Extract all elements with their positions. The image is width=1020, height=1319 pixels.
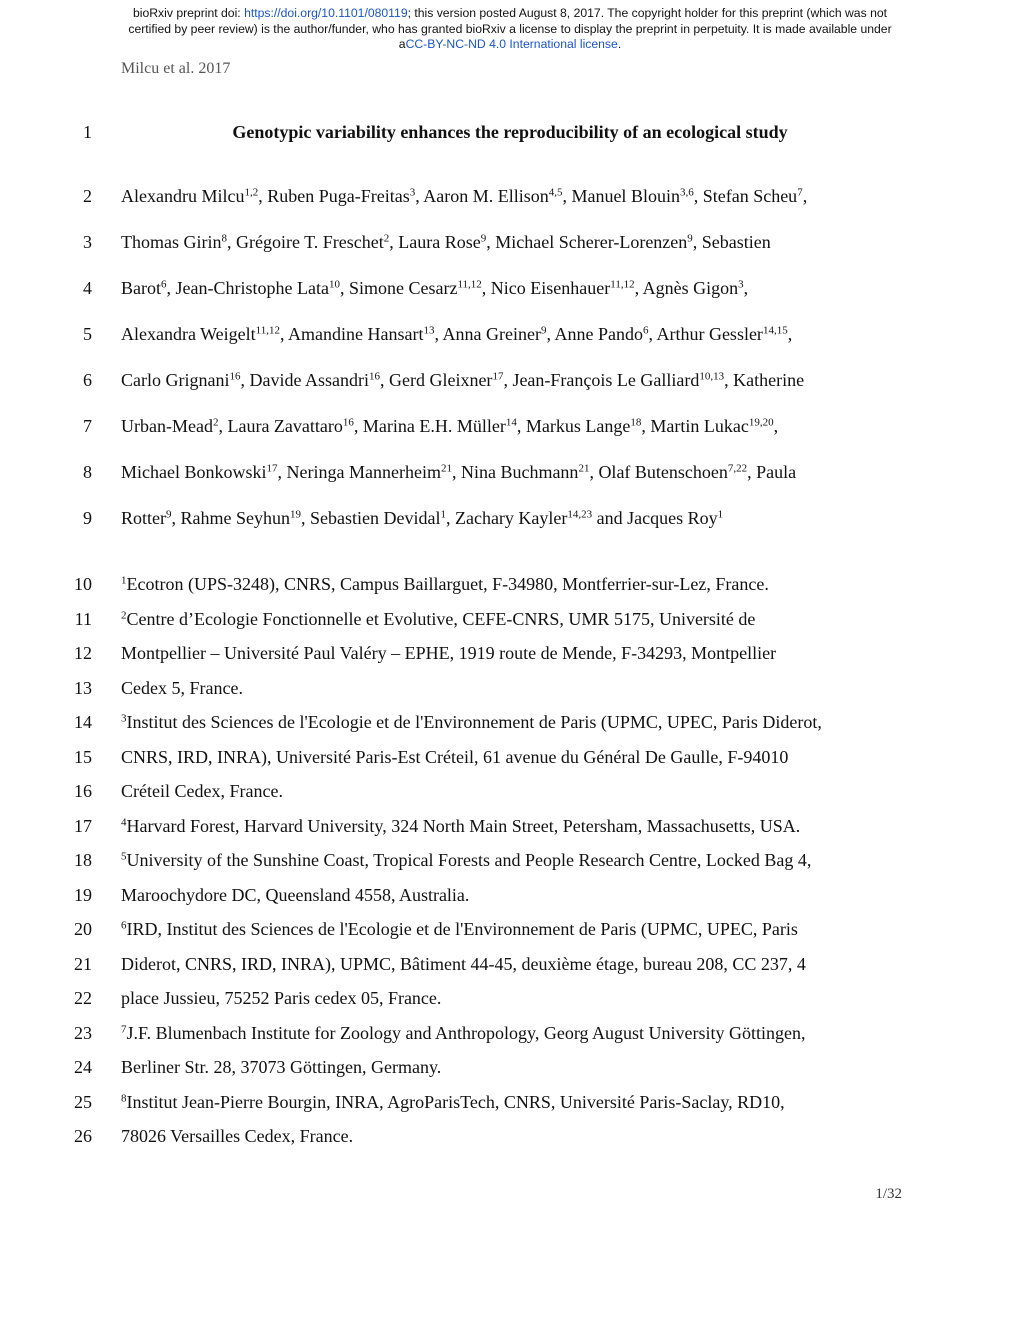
affiliation-body: Montpellier – Université Paul Valéry – EPHE, 1919 route de Mende, F-34293, Montpellier	[121, 643, 777, 663]
author-name: , Ruben Puga-Freitas	[258, 186, 410, 206]
line-number: 19	[74, 884, 92, 905]
affiliation-text	[121, 678, 243, 699]
affiliation-superscript: 1	[121, 574, 127, 587]
affiliation-body: IRD, Institut des Sciences de l'Ecologie et de l'Environnement de Paris (UPMC, UPEC, Paris	[126, 919, 798, 939]
affiliation-text	[121, 816, 800, 837]
affiliation-superscript: 3	[409, 186, 416, 199]
affiliation-superscript: 19,20	[748, 416, 774, 429]
affiliation-text	[121, 781, 283, 802]
author-name: Alexandru Milcu	[121, 186, 245, 206]
banner-text: ; this version posted August 8, 2017. The copyright holder for this preprint (which was not	[407, 6, 888, 20]
affiliation-superscript: 11,12	[255, 324, 281, 337]
author-name: , Nico Eisenhauer	[481, 278, 611, 298]
affiliation-superscript: 9	[540, 324, 547, 337]
author-name: , Simone Cesarz	[339, 278, 458, 298]
affiliation-superscript: 9	[687, 232, 693, 245]
affiliation-superscript: 4	[121, 815, 127, 828]
author-name: Barot	[121, 278, 161, 298]
affiliation-text	[121, 988, 441, 1009]
author-name: Carlo Grignani	[121, 370, 230, 390]
author-name: , Stefan Scheu	[693, 186, 798, 206]
affiliation-superscript: 16	[229, 370, 241, 383]
line-number: 26	[74, 1126, 92, 1146]
author-name: Alexandra Weigelt	[121, 324, 256, 344]
affiliation-superscript: 1	[717, 508, 724, 521]
author-name: , Sebastien	[692, 232, 771, 252]
affiliation-body: 78026 Versailles Cedex, France.	[121, 1126, 354, 1146]
affiliation-superscript: 9	[166, 508, 172, 521]
affiliation-superscript: 19	[290, 508, 301, 521]
author-name: ,	[787, 324, 793, 344]
author-name: and Jacques Roy	[592, 508, 718, 528]
affiliation-superscript: 14	[505, 416, 517, 429]
affiliation-superscript: 3	[121, 712, 127, 725]
affiliation-text	[121, 1057, 441, 1078]
line-number: 14	[74, 712, 92, 732]
banner-text: .	[617, 37, 622, 51]
author-name: , Sebastien Devidal	[301, 508, 441, 528]
running-head: Milcu et al. 2017	[121, 60, 231, 77]
affiliation-body: CNRS, IRD, INRA), Université Paris-Est Créteil, 61 avenue du Général De Gaulle, F-94010	[121, 746, 789, 767]
page-number: 1/32	[875, 1186, 902, 1202]
affiliation-superscript: 18	[630, 416, 642, 429]
author-name: , Laura Rose	[389, 232, 481, 252]
author-name: , Amandine Hansart	[280, 324, 424, 344]
affiliation-body: Berliner Str. 28, 37073 Göttingen, Germany.	[121, 1057, 442, 1077]
author-text	[121, 508, 723, 529]
affiliation-text	[121, 885, 469, 906]
affiliation-superscript: 10	[328, 278, 340, 291]
affiliation-superscript: 17	[266, 462, 278, 475]
affiliation-text	[121, 919, 798, 940]
license-link[interactable]: CC-BY-NC-ND 4.0 International license	[405, 37, 618, 51]
affiliation-superscript: 2	[121, 608, 127, 621]
affiliation-superscript: 14,23	[567, 508, 593, 521]
affiliation-superscript: 6	[642, 324, 649, 337]
affiliation-superscript: 14,15	[762, 324, 788, 337]
banner-line-2: certified by peer review) is the author/funder, who has granted bioRxiv a license to display the preprint in perpetuity. It is made available under	[128, 21, 892, 36]
author-name: Thomas Girin	[121, 232, 222, 252]
affiliation-superscript: 8	[121, 1091, 127, 1104]
affiliation-text	[121, 712, 822, 733]
line-number: 1	[83, 122, 92, 142]
author-name: , Jean-François Le Galliard	[503, 370, 700, 390]
affiliation-superscript: 8	[221, 232, 227, 245]
affiliation-text	[121, 643, 776, 664]
affiliation-superscript: 16	[368, 370, 380, 383]
affiliation-superscript: 16	[342, 416, 354, 429]
line-number: 6	[83, 370, 92, 390]
affiliation-body: Harvard Forest, Harvard University, 324 North Main Street, Petersham, Massachusetts, USA.	[126, 815, 801, 836]
affiliation-body: place Jussieu, 75252 Paris cedex 05, France.	[121, 988, 442, 1008]
affiliation-superscript: 1,2	[244, 186, 259, 199]
affiliation-body: Institut Jean-Pierre Bourgin, INRA, AgroParisTech, CNRS, Université Paris-Saclay, RD10,	[126, 1091, 785, 1112]
line-number: 10	[74, 574, 92, 594]
affiliation-body: Institut des Sciences de l'Ecologie et de l'Environnement de Paris (UPMC, UPEC, Paris Diderot,	[126, 712, 822, 732]
author-text	[121, 324, 792, 345]
line-number: 13	[74, 677, 92, 698]
line-number: 5	[83, 324, 92, 344]
author-name: , Michael Scherer-Lorenzen	[486, 232, 688, 252]
author-name: , Olaf Butenschoen	[589, 462, 728, 482]
affiliation-body: Cedex 5, France.	[121, 677, 243, 698]
line-number: 16	[74, 781, 92, 801]
line-number: 18	[74, 850, 92, 870]
author-name: ,	[773, 416, 779, 436]
affiliation-superscript: 1	[440, 508, 446, 521]
line-number: 20	[74, 919, 92, 939]
affiliation-text	[121, 1023, 806, 1044]
affiliation-superscript: 2	[212, 416, 219, 429]
author-name: , Rahme Seyhun	[171, 508, 290, 528]
line-number: 7	[83, 416, 92, 436]
line-number: 21	[74, 953, 92, 974]
line-number: 3	[83, 232, 92, 252]
paper-title: Genotypic variability enhances the reproducibility of an ecological study	[232, 122, 788, 142]
affiliation-superscript: 5	[121, 850, 127, 863]
affiliation-body: University of the Sunshine Coast, Tropical Forests and People Research Centre, Locked Bag 4,	[126, 850, 812, 870]
author-name: , Arthur Gessler	[648, 324, 763, 344]
affiliation-superscript: 11,12	[457, 278, 482, 291]
author-name: , Neringa Mannerheim	[277, 462, 441, 482]
line-number: 12	[74, 643, 92, 663]
author-name: , Laura Zavattaro	[218, 416, 343, 436]
line-number: 8	[83, 462, 92, 482]
affiliation-text	[121, 747, 788, 768]
affiliation-superscript: 7	[797, 186, 803, 199]
affiliation-text	[121, 1126, 353, 1147]
author-name: , Paula	[747, 462, 797, 482]
author-name: , Jean-Christophe Lata	[166, 278, 329, 298]
author-name: ,	[802, 186, 808, 206]
affiliation-text	[121, 850, 811, 871]
line-number: 24	[74, 1057, 92, 1077]
banner-text: bioRxiv preprint doi:	[132, 6, 245, 20]
author-name: Michael Bonkowski	[121, 462, 267, 482]
affiliation-superscript: 17	[492, 370, 504, 383]
affiliation-superscript: 2	[383, 232, 390, 245]
biorxiv-banner	[0, 6, 1020, 53]
line-number: 23	[74, 1022, 92, 1043]
line-number: 9	[83, 508, 92, 528]
affiliation-text	[121, 609, 755, 630]
affiliation-superscript: 11,12	[610, 278, 635, 291]
paper-title-line	[0, 122, 1020, 143]
author-name: ,	[743, 278, 749, 298]
author-name: , Agnès Gigon	[634, 278, 739, 298]
author-name: , Zachary Kayler	[445, 508, 568, 528]
affiliation-superscript: 21	[578, 462, 590, 475]
affiliation-body: Maroochydore DC, Queensland 4558, Australia.	[121, 884, 470, 905]
line-number: 17	[74, 815, 92, 836]
affiliation-body: Ecotron (UPS-3248), CNRS, Campus Baillarguet, F-34980, Montferrier-sur-Lez, France.	[126, 574, 769, 594]
affiliation-superscript: 10,13	[699, 370, 725, 383]
doi-link[interactable]: https://doi.org/10.1101/080119	[244, 6, 408, 20]
author-name: , Gerd Gleixner	[379, 370, 493, 390]
affiliation-superscript: 4,5	[548, 186, 563, 199]
affiliation-body: J.F. Blumenbach Institute for Zoology and Anthropology, Georg August University Göttingen,	[126, 1022, 806, 1043]
affiliation-superscript: 3	[738, 278, 744, 291]
author-text	[121, 232, 771, 253]
line-number: 4	[83, 278, 92, 298]
author-name: Rotter	[121, 508, 166, 528]
banner-line-1	[0, 6, 1020, 22]
affiliation-superscript: 9	[480, 232, 487, 245]
author-name: , Anna Greiner	[434, 324, 541, 344]
affiliation-superscript: 6	[121, 919, 127, 932]
line-number: 22	[74, 988, 92, 1008]
line-number: 11	[74, 608, 92, 629]
affiliation-text	[121, 574, 769, 595]
affiliation-body: Diderot, CNRS, IRD, INRA), UPMC, Bâtiment 44-45, deuxième étage, bureau 208, CC 237, 4	[121, 953, 806, 974]
affiliation-body: Créteil Cedex, France.	[121, 781, 283, 801]
affiliation-superscript: 3,6	[679, 186, 694, 199]
author-name: , Aaron M. Ellison	[415, 186, 549, 206]
affiliation-superscript: 21	[440, 462, 452, 475]
author-name: , Katherine	[724, 370, 805, 390]
affiliation-superscript: 7	[121, 1022, 127, 1035]
author-text	[121, 186, 807, 207]
author-text	[121, 462, 796, 483]
affiliation-body: Centre d’Ecologie Fonctionnelle et Evolutive, CEFE-CNRS, UMR 5175, Université de	[126, 608, 756, 629]
author-name: , Grégoire T. Freschet	[227, 232, 384, 252]
author-name: Urban-Mead	[121, 416, 213, 436]
line-number: 2	[83, 186, 92, 206]
affiliation-superscript: 7,22	[727, 462, 748, 475]
affiliation-text	[121, 1092, 785, 1113]
author-name: , Anne Pando	[546, 324, 643, 344]
author-name: , Manuel Blouin	[562, 186, 680, 206]
author-text	[121, 416, 778, 437]
line-number: 25	[74, 1091, 92, 1112]
banner-line-3	[0, 37, 1020, 53]
author-text	[121, 370, 804, 391]
author-name: , Nina Buchmann	[451, 462, 579, 482]
affiliation-superscript: 13	[423, 324, 435, 337]
author-name: , Martin Lukac	[641, 416, 749, 436]
affiliation-text	[121, 954, 806, 975]
affiliation-superscript: 6	[161, 278, 167, 291]
author-name: , Marina E.H. Müller	[353, 416, 506, 436]
author-name: , Markus Lange	[516, 416, 631, 436]
author-name: , Davide Assandri	[240, 370, 369, 390]
line-number: 15	[74, 746, 92, 767]
author-text	[121, 278, 748, 299]
banner-text: a	[398, 37, 406, 51]
